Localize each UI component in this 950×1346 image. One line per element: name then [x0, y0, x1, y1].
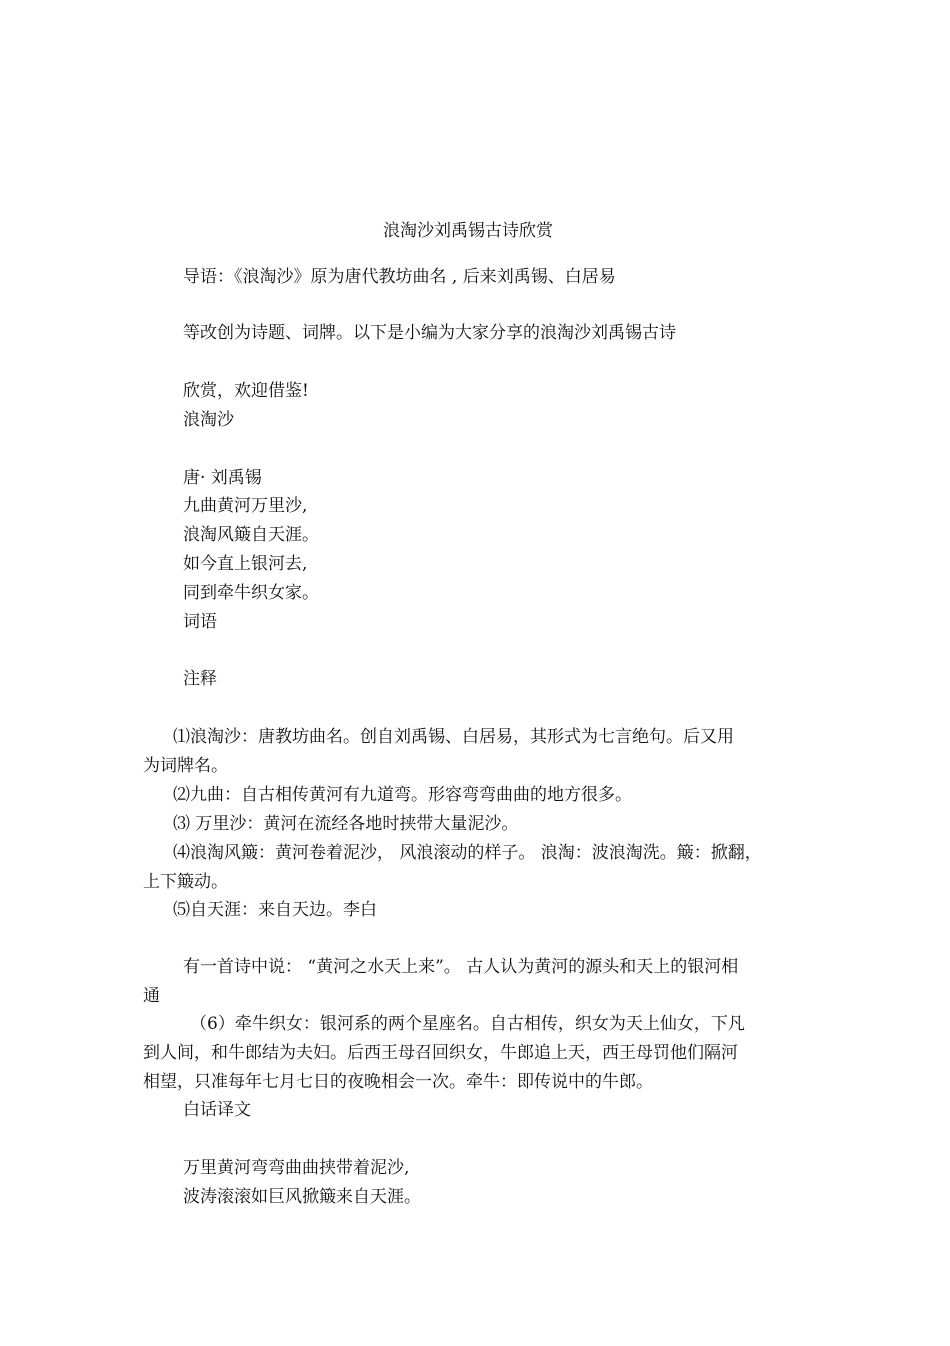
note-6-line-2: 到人间，和牛郎结为夫妇。后西王母召回织女，牛郎追上天，西王母罚他们隔河	[143, 1043, 738, 1063]
note-2: ⑵九曲：自古相传黄河有九道弯。形容弯弯曲曲的地方很多。	[173, 785, 632, 805]
poem-title: 浪淘沙	[183, 410, 234, 430]
translation-line-1: 万里黄河弯弯曲曲挟带着泥沙,	[183, 1158, 410, 1178]
note-4-line-2: 上下簸动。	[143, 872, 228, 892]
note-6-line-3: 相望，只准每年七月七日的夜晚相会一次。牵牛：即传说中的牛郎。	[143, 1072, 653, 1092]
poem-line-3: 如今直上银河去,	[183, 554, 308, 574]
translation-heading: 白话译文	[183, 1100, 251, 1120]
poem-line-4: 同到牵牛织女家。	[183, 583, 319, 603]
note-5-line-2: 有一首诗中说： “黄河之水天上来”。 古人认为黄河的源头和天上的银河相	[183, 957, 739, 977]
translation-line-2: 波涛滚滚如巨风掀簸来自天涯。	[183, 1187, 421, 1207]
page-title: 浪淘沙刘禹锡古诗欣赏	[383, 221, 553, 241]
note-3: ⑶ 万里沙：黄河在流经各地时挟带大量泥沙。	[173, 814, 519, 834]
intro-line-2: 等改创为诗题、词牌。以下是小编为大家分享的浪淘沙刘禹锡古诗	[183, 323, 676, 343]
poem-author: 唐· 刘禹锡	[183, 468, 262, 488]
poem-line-2: 浪淘风簸自天涯。	[183, 525, 319, 545]
note-6-line-1: （6）牵牛织女：银河系的两个星座名。自古相传，织女为天上仙女，下凡	[190, 1014, 745, 1034]
note-4-line-1: ⑷浪淘风簸：黄河卷着泥沙， 风浪滚动的样子。 浪淘：波浪淘洗。簸：掀翻，	[173, 843, 762, 863]
note-5-line-3: 通	[143, 986, 160, 1006]
note-1-line-2: 为词牌名。	[143, 756, 228, 776]
note-1-line-1: ⑴浪淘沙：唐教坊曲名。创自刘禹锡、白居易，其形式为七言绝句。后又用	[173, 727, 734, 747]
poem-line-1: 九曲黄河万里沙,	[183, 496, 308, 516]
note-5-line-1: ⑸自天涯：来自天边。李白	[173, 900, 377, 920]
intro-line-1: 导语：《浪淘沙》原为唐代教坊曲名 , 后来刘禹锡、白居易	[183, 267, 616, 287]
vocab-heading: 词语	[183, 612, 217, 632]
intro-line-3: 欣赏，欢迎借鉴!	[183, 381, 309, 401]
notes-heading: 注释	[183, 669, 217, 689]
